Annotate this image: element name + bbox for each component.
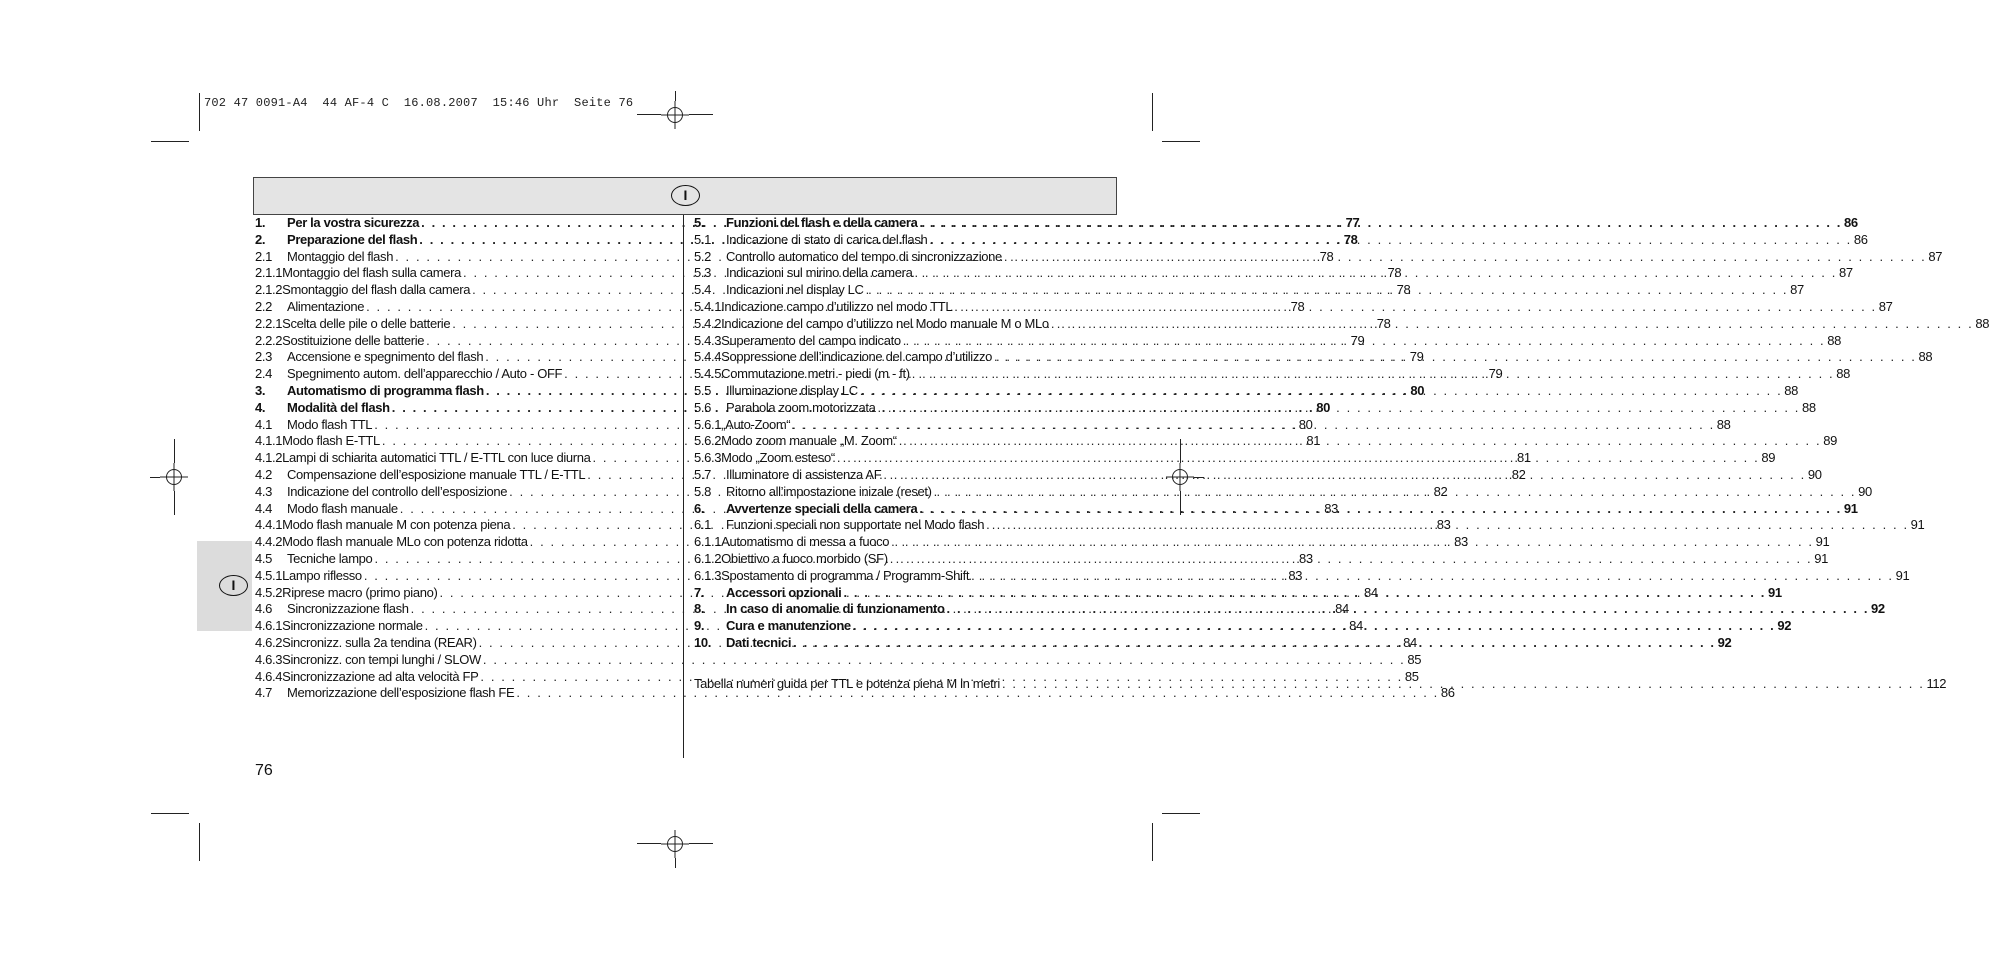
toc-entry-title: Indicazioni sul mirino della camera bbox=[726, 265, 913, 281]
toc-leader-dots bbox=[914, 265, 1837, 280]
toc-entry-title: Sostituizione delle batterie bbox=[282, 332, 425, 348]
toc-entry-page: 84 bbox=[1349, 618, 1363, 634]
print-slug-line: 702 47 0091-A4 44 AF-4 C 16.08.2007 15:46 Uhr Seite 76 bbox=[204, 96, 634, 110]
toc-entry-title: Soppressione dell’indicazione del campo d’utilizzo bbox=[721, 349, 993, 365]
toc-entry-page: 86 bbox=[1843, 215, 1858, 230]
toc-entry-page: 91 bbox=[1815, 534, 1830, 550]
toc-entry-number: 2.1 bbox=[255, 248, 273, 264]
toc-entry-page: 92 bbox=[1717, 634, 1732, 650]
crop-mark-top-left-horizontal bbox=[151, 141, 189, 142]
toc-entry-title: Modo flash manuale MLo con potenza ridotta bbox=[282, 534, 528, 550]
toc-entry-number: 5.2 bbox=[694, 248, 712, 264]
toc-entry-page: 91 bbox=[1910, 517, 1925, 533]
toc-entry-page: 87 bbox=[1878, 298, 1893, 314]
toc-entry-title: Modo „Zoom esteso“ bbox=[721, 450, 835, 466]
toc-leader-dots bbox=[793, 635, 1716, 650]
toc-entry-title: Spegnimento autom. dell’apparecchio / Auto - OFF bbox=[287, 366, 563, 382]
registration-line-top-up bbox=[675, 91, 676, 101]
toc-entry-page: 88 bbox=[1827, 332, 1841, 348]
toc-entry-number: 5.8 bbox=[694, 483, 712, 499]
registration-line-left-up bbox=[174, 439, 175, 463]
toc-entry-page: 90 bbox=[1858, 483, 1872, 499]
toc-entry-number: 4.4.1 bbox=[255, 517, 283, 533]
toc-entry-title: Superamento del campo indicato bbox=[721, 332, 901, 348]
toc-entry-number: 5.4.4 bbox=[694, 349, 722, 365]
language-side-tab bbox=[197, 541, 252, 631]
toc-entry-number: 4.6.2 bbox=[255, 634, 283, 650]
toc-entry-title: Memorizzazione dell’esposizione flash FE bbox=[287, 685, 515, 701]
toc-entry-title: Preparazione del flash bbox=[287, 231, 418, 247]
toc-entry-page: 83 bbox=[1298, 550, 1313, 566]
toc-entry-number: 5.4.2 bbox=[694, 315, 722, 331]
toc-leader-dots bbox=[853, 618, 1776, 633]
toc-entry-page: 88 bbox=[1784, 382, 1799, 398]
crop-mark-top-left-vertical bbox=[199, 93, 200, 131]
crop-mark-bottom-right-horizontal bbox=[1162, 813, 1200, 814]
toc-entry-number: 4.1.1 bbox=[255, 433, 283, 449]
toc-entry-number: 5.4.3 bbox=[694, 332, 722, 348]
toc-leader-dots bbox=[919, 215, 1842, 230]
crop-mark-bottom-right-vertical bbox=[1152, 823, 1153, 861]
toc-header-bar bbox=[253, 177, 1117, 215]
language-badge-side: I bbox=[219, 575, 248, 596]
registration-mark-bottom-icon bbox=[661, 830, 689, 858]
toc-entry-number: 6.1.1 bbox=[694, 534, 722, 550]
toc-entry-title: Funzioni speciali non supportate nel Modo flash bbox=[726, 517, 985, 533]
toc-entry-page: 78 bbox=[1387, 265, 1402, 281]
toc-entry-title: Automatismo di messa a fuoco bbox=[721, 534, 890, 550]
toc-entry-title: Tecniche lampo bbox=[287, 550, 373, 566]
toc-entry-page: 90 bbox=[1807, 466, 1822, 482]
toc-entry-number: 7. bbox=[694, 584, 705, 600]
toc-entry-number: 1. bbox=[255, 215, 266, 230]
toc-entry-page: 92 bbox=[1777, 618, 1792, 634]
toc-leader-dots bbox=[986, 517, 1909, 532]
toc-entry-page: 87 bbox=[1838, 265, 1853, 281]
toc-entry-page: 91 bbox=[1814, 550, 1828, 566]
toc-entry-page: 88 bbox=[1836, 366, 1851, 382]
toc-leader-dots bbox=[890, 551, 1813, 566]
toc-entry-number: 4.3 bbox=[255, 483, 273, 499]
toc-entry-page: 89 bbox=[1761, 450, 1776, 466]
toc-entry-title: „Auto-Zoom“ bbox=[721, 416, 791, 432]
toc-entry-title: Compensazione dell’esposizione manuale TTL / E-TTL bbox=[287, 466, 586, 482]
toc-entry-title: Sincronizz. sulla 2a tendina (REAR) bbox=[282, 634, 477, 650]
language-badge-header: I bbox=[671, 185, 700, 206]
registration-line-left-down bbox=[174, 491, 175, 515]
registration-mark-left-icon bbox=[160, 463, 188, 491]
toc-entry-number: 4.1.2 bbox=[255, 450, 283, 466]
toc-entry-number: 5.6.3 bbox=[694, 450, 722, 466]
toc-entry-number: 4.6.3 bbox=[255, 651, 283, 667]
toc-leader-dots bbox=[954, 299, 1877, 314]
toc-entry-title: In caso di anomalie di funzionamento bbox=[726, 601, 945, 617]
crop-mark-top-right-horizontal bbox=[1162, 141, 1200, 142]
toc-leader-dots bbox=[837, 450, 1760, 465]
registration-line-bottom-down bbox=[675, 858, 676, 868]
toc-entry-title: Illuminatore di assistenza AF bbox=[726, 466, 882, 482]
toc-entry-page: 82 bbox=[1511, 466, 1526, 482]
toc-leader-dots bbox=[843, 585, 1766, 600]
toc-entry-number: 2.2 bbox=[255, 298, 273, 314]
toc-entry-page: 88 bbox=[1975, 315, 1989, 331]
toc-entry-title: Parabola zoom motorizzata bbox=[726, 399, 876, 415]
toc-entry-number: 5.4.5 bbox=[694, 366, 722, 382]
toc-entry-number: 5.6.2 bbox=[694, 433, 722, 449]
toc-entry-title: Riprese macro (primo piano) bbox=[282, 584, 438, 600]
toc-leader-dots bbox=[929, 232, 1852, 247]
toc-entry-number: 8. bbox=[694, 601, 705, 617]
toc-entry-title: Indicazione campo d’utilizzo nel modo TTL bbox=[721, 298, 953, 314]
toc-entry-number: 4.4 bbox=[255, 500, 273, 516]
toc-leader-dots bbox=[994, 349, 1917, 364]
toc-entry-title: Montaggio del flash bbox=[287, 248, 394, 264]
toc-entry-page: 91 bbox=[1767, 584, 1782, 600]
toc-entry-page: 84 bbox=[1403, 634, 1417, 650]
toc-entry-title: Sincronizzazione normale bbox=[282, 618, 423, 634]
toc-entry-page: 85 bbox=[1407, 651, 1422, 667]
toc-entry-number: 5.4 bbox=[694, 282, 712, 298]
toc-entry-page: 88 bbox=[1918, 349, 1933, 365]
toc-entry-title: Indicazioni nel display LC bbox=[726, 282, 864, 298]
toc-leader-dots bbox=[878, 400, 1801, 415]
toc-entry-page: 80 bbox=[1316, 399, 1331, 415]
toc-entry-page: 85 bbox=[1404, 668, 1419, 684]
toc-entry-page: 81 bbox=[1517, 450, 1531, 466]
toc-entry-number: 4. bbox=[255, 399, 266, 415]
toc-entry-title: Alimentazione bbox=[287, 298, 365, 314]
toc-entry-number: 5.6.1 bbox=[694, 416, 722, 432]
toc-entry-number: 5.6 bbox=[694, 399, 712, 415]
toc-entry-page: 91 bbox=[1895, 567, 1910, 583]
toc-entry-title: Modo flash E-TTL bbox=[282, 433, 380, 449]
toc-leader-dots bbox=[971, 568, 1894, 583]
toc-entry-page: 84 bbox=[1335, 601, 1349, 617]
toc-entry-title: Funzioni del flash e della camera bbox=[726, 215, 918, 230]
toc-entry-number: 2.3 bbox=[255, 349, 273, 365]
toc-entry-title: Sincronizz. con tempi lunghi / SLOW bbox=[282, 651, 481, 667]
toc-entry-title: Accensione e spegnimento del flash bbox=[287, 349, 484, 365]
toc-leader-dots bbox=[883, 467, 1806, 482]
toc-entry-title: Cura e manutenzione bbox=[726, 618, 851, 634]
toc-entry-title: Per la vostra sicurezza bbox=[287, 215, 420, 230]
toc-entry-page: 87 bbox=[1928, 248, 1943, 264]
toc-entry[interactable] bbox=[255, 651, 1422, 669]
toc-leader-dots bbox=[947, 601, 1870, 616]
toc-entry-page: 88 bbox=[1802, 399, 1816, 415]
toc-entry-title: Lampo riflesso bbox=[282, 567, 362, 583]
toc-entry-page: 86 bbox=[1853, 231, 1868, 247]
toc-entry-page: 77 bbox=[1345, 215, 1360, 230]
toc-entry[interactable] bbox=[255, 685, 1455, 702]
toc-leader-dots bbox=[934, 484, 1857, 499]
toc-entry-number: 4.6 bbox=[255, 601, 273, 617]
toc-entry-page: 83 bbox=[1324, 500, 1339, 516]
toc-entry-page: 82 bbox=[1433, 483, 1448, 499]
toc-entry-title: Accessori opzionali bbox=[726, 584, 842, 600]
toc-entry-title: Sincronizzazione flash bbox=[287, 601, 409, 617]
toc-entry-number: 6.1 bbox=[694, 517, 712, 533]
toc-entry-number: 6.1.3 bbox=[694, 567, 722, 583]
toc-entry-page: 84 bbox=[1363, 584, 1378, 600]
toc-entry-page: 86 bbox=[1440, 685, 1455, 701]
crop-mark-top-right-vertical bbox=[1152, 93, 1153, 131]
toc-entry-number: 4.4.2 bbox=[255, 534, 283, 550]
toc-entry-number: 6.1.2 bbox=[694, 550, 722, 566]
toc-entry-page: 78 bbox=[1343, 231, 1358, 247]
registration-line-bottom-right bbox=[689, 843, 713, 844]
crop-mark-bottom-left-horizontal bbox=[151, 813, 189, 814]
toc-entry-page: 112 bbox=[1926, 676, 1947, 691]
toc-entry-title: Avvertenze speciali della camera bbox=[726, 500, 918, 516]
toc-entry-number: 5.3 bbox=[694, 265, 712, 281]
toc-entry-title: Ritorno all’impostazione inizale (reset) bbox=[726, 483, 932, 499]
toc-leader-dots bbox=[866, 282, 1789, 297]
toc-entry-title: Scelta delle pile o delle batterie bbox=[282, 315, 451, 331]
toc-entry-page: 79 bbox=[1488, 366, 1503, 382]
toc-entry-page: 78 bbox=[1319, 248, 1334, 264]
toc-entry-number: 4.7 bbox=[255, 685, 273, 701]
toc-entry-page: 80 bbox=[1410, 382, 1425, 398]
toc-entry-number: 5.1 bbox=[694, 231, 712, 247]
toc-entry-number: 5.5 bbox=[694, 382, 712, 398]
toc-entry-number: 4.5 bbox=[255, 550, 273, 566]
toc-entry-title: Modo flash TTL bbox=[287, 416, 373, 432]
toc-entry-title: Lampi di schiarita automatici TTL / E-TTL con luce diurna bbox=[282, 450, 591, 466]
toc-entry-title: Automatismo di programma flash bbox=[287, 382, 484, 398]
toc-entry-page: 91 bbox=[1843, 500, 1858, 516]
toc-entry-title: Controllo automatico del tempo di sincronizzazione bbox=[726, 248, 1002, 264]
toc-entry-number: 2.2.2 bbox=[255, 332, 283, 348]
toc-leader-dots bbox=[1051, 316, 1974, 331]
toc-entry-page: 88 bbox=[1716, 416, 1731, 432]
toc-entry-title: Obiettivo a fuoco morbido (SF) bbox=[721, 550, 888, 566]
toc-entry-page: 81 bbox=[1306, 433, 1321, 449]
toc-leader-dots bbox=[891, 534, 1814, 549]
toc-entry-page: 92 bbox=[1871, 601, 1885, 617]
toc-entry-number: 4.6.4 bbox=[255, 668, 283, 684]
toc-entry-title: Spostamento di programma / Programm-Shift bbox=[721, 567, 970, 583]
registration-line-top-right bbox=[689, 114, 713, 115]
toc-leader-dots bbox=[912, 366, 1835, 381]
toc-leader-dots bbox=[483, 652, 1406, 667]
toc-entry-number: 2.2.1 bbox=[255, 315, 283, 331]
toc-entry-page: 83 bbox=[1288, 567, 1303, 583]
toc-entry-page: 89 bbox=[1823, 433, 1837, 449]
toc-entry-page: 79 bbox=[1350, 332, 1365, 348]
toc-entry-number: 4.1 bbox=[255, 416, 273, 432]
toc-entry-page: 83 bbox=[1436, 517, 1451, 533]
toc-entry-number: 5.4.1 bbox=[694, 298, 722, 314]
crop-mark-bottom-left-vertical bbox=[199, 823, 200, 861]
toc-leader-dots bbox=[1004, 249, 1927, 264]
toc-entry-number: 2.4 bbox=[255, 366, 273, 382]
toc-entry-page: 80 bbox=[1298, 416, 1313, 432]
toc-entry-number: 10. bbox=[694, 634, 712, 650]
toc-entry-title: Tabella numeri guida per TTL e potenza piena M in metri bbox=[694, 676, 1000, 691]
toc-entry-number: 2.1.2 bbox=[255, 282, 283, 298]
toc-entry-page: 78 bbox=[1396, 282, 1411, 298]
toc-entry-number: 2. bbox=[255, 231, 266, 247]
toc-entry-page: 83 bbox=[1454, 534, 1468, 550]
toc-entry-title: Indicazione del controllo dell’esposizione bbox=[287, 483, 508, 499]
toc-leader-dots bbox=[899, 433, 1822, 448]
toc-leader-dots bbox=[1002, 676, 1925, 691]
registration-line-left-out bbox=[150, 477, 160, 478]
registration-mark-top-icon bbox=[661, 101, 689, 129]
toc-entry-page: 78 bbox=[1290, 298, 1305, 314]
toc-entry-page: 87 bbox=[1790, 282, 1804, 298]
toc-entry-number: 4.5.2 bbox=[255, 584, 283, 600]
toc-leader-dots bbox=[903, 333, 1826, 348]
toc-entry-title: Modo zoom manuale „M. Zoom“ bbox=[721, 433, 897, 449]
toc-entry-title: Illuminazione display LC bbox=[726, 382, 858, 398]
toc-entry-page: 79 bbox=[1409, 349, 1424, 365]
toc-entry-title: Indicazione del campo d’utilizzo nel Modo manuale M o MLo bbox=[721, 315, 1049, 331]
toc-entry-number: 4.6.1 bbox=[255, 618, 283, 634]
page-number: 76 bbox=[255, 762, 273, 779]
toc-entry-title: Commutazione metri - piedi (m - ft) bbox=[721, 366, 910, 382]
toc-entry-title: Indicazione di stato di carica del flash bbox=[726, 231, 928, 247]
toc-entry-title: Smontaggio del flash dalla camera bbox=[282, 282, 471, 298]
toc-entry-title: Modalità del flash bbox=[287, 399, 390, 415]
toc-leader-dots bbox=[919, 501, 1842, 516]
toc-entry-number: 5.7 bbox=[694, 466, 712, 482]
toc-entry-number: 2.1.1 bbox=[255, 265, 283, 281]
toc-entry-number: 6. bbox=[694, 500, 705, 516]
toc-leader-dots bbox=[860, 383, 1783, 398]
toc-entry-number: 9. bbox=[694, 618, 705, 634]
toc-entry-title: Dati tecnici bbox=[726, 634, 792, 650]
toc-entry-number: 4.5.1 bbox=[255, 567, 283, 583]
toc-entry-title: Sincronizzazione ad alta velocità FP bbox=[282, 668, 479, 684]
registration-line-top-left bbox=[637, 114, 661, 115]
toc-entry-page: 78 bbox=[1376, 315, 1391, 331]
toc-entry-number: 5. bbox=[694, 215, 705, 230]
registration-line-bottom-left bbox=[637, 843, 661, 844]
toc-entry-title: Modo flash manuale bbox=[287, 500, 398, 516]
toc-entry-number: 3. bbox=[255, 382, 266, 398]
toc-entry-number: 4.2 bbox=[255, 466, 273, 482]
toc-entry-title: Modo flash manuale M con potenza piena bbox=[282, 517, 511, 533]
toc-entry-title: Montaggio del flash sulla camera bbox=[282, 265, 462, 281]
toc-leader-dots bbox=[792, 417, 1715, 432]
